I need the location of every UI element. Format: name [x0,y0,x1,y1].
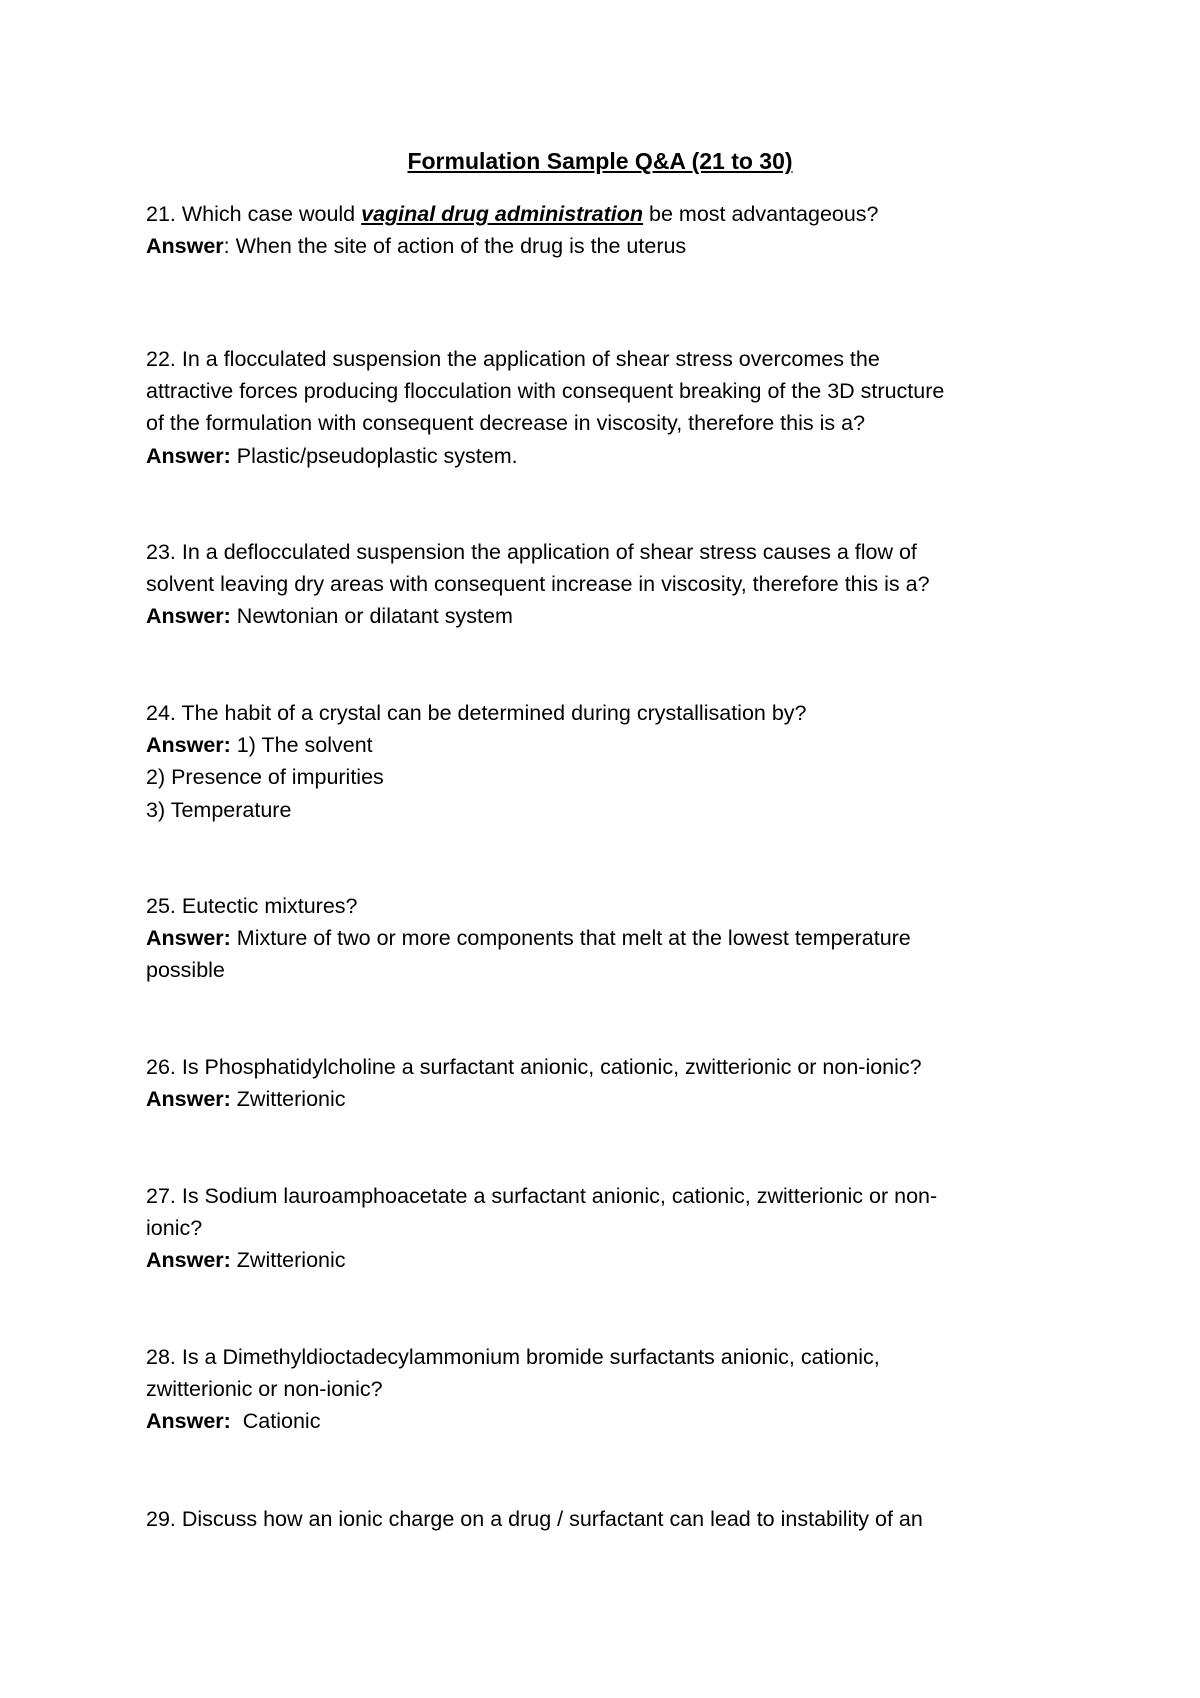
answer-26: Answer: Zwitterionic [146,1087,346,1112]
question-21-text: 21. Which case would vaginal drug administration be most advantageous? [146,202,879,226]
question-22-line: of the formulation with consequent decrease in viscosity, therefore this is a? [146,411,866,436]
answer-25: Answer: Mixture of two or more components that melt at the lowest temperature [146,926,911,951]
answer-label: Answer: [146,1248,231,1273]
question-29-line: 29. Discuss how an ionic charge on a drug / surfactant can lead to instability of an [146,1507,923,1531]
answer-24-item: 3) Temperature [146,797,292,822]
answer-label: Answer [146,234,224,259]
question-23 [146,536,1076,633]
answer-label: Answer: [146,604,231,629]
question-29 [146,1503,1076,1535]
answer-label: Answer: [146,733,231,758]
answer-21: Answer: When the site of action of the drug is the uterus [146,234,687,259]
question-22-line: attractive forces producing flocculation with consequent breaking of the 3D structure [146,379,945,404]
question-28-line: 28. Is a Dimethyldioctadecylammonium bromide surfactants anionic, cationic, [146,1345,880,1369]
answer-24-item: 2) Presence of impurities [146,765,384,790]
question-21-emphasis: vaginal drug administration [361,202,644,226]
question-22-line: 22. In a flocculated suspension the application of shear stress overcomes the [146,347,880,371]
answer-label: Answer: [146,926,231,951]
answer-25-continued: possible [146,958,225,983]
answer-28: Answer: Cationic [146,1409,321,1434]
answer-label: Answer: [146,1087,231,1112]
answer-label: Answer: [146,1409,231,1434]
answer-22: Answer: Plastic/pseudoplastic system. [146,443,518,468]
question-26 [146,1051,1076,1115]
question-27 [146,1180,1076,1277]
question-25 [146,890,1076,987]
answer-27: Answer: Zwitterionic [146,1248,346,1273]
question-28-line: zwitterionic or non-ionic? [146,1377,383,1402]
answer-24: Answer: 1) The solvent [146,733,373,758]
question-24 [146,697,1076,826]
answer-label: Answer: [146,443,231,468]
question-25-line: 25. Eutectic mixtures? [146,894,358,918]
question-23-line: solvent leaving dry areas with consequent increase in viscosity, therefore this is a? [146,572,930,597]
question-27-line: ionic? [146,1216,203,1241]
question-28 [146,1341,1076,1438]
question-21 [146,198,1076,262]
answer-23: Answer: Newtonian or dilatant system [146,604,513,629]
page-title: Formulation Sample Q&A (21 to 30) [407,148,793,174]
question-24-line: 24. The habit of a crystal can be determined during crystallisation by? [146,701,807,725]
question-22 [146,343,1076,472]
question-23-line: 23. In a deflocculated suspension the application of shear stress causes a flow of [146,540,917,564]
question-26-line: 26. Is Phosphatidylcholine a surfactant anionic, cationic, zwitterionic or non-ionic? [146,1055,922,1079]
question-27-line: 27. Is Sodium lauroamphoacetate a surfactant anionic, cationic, zwitterionic or non- [146,1184,938,1208]
